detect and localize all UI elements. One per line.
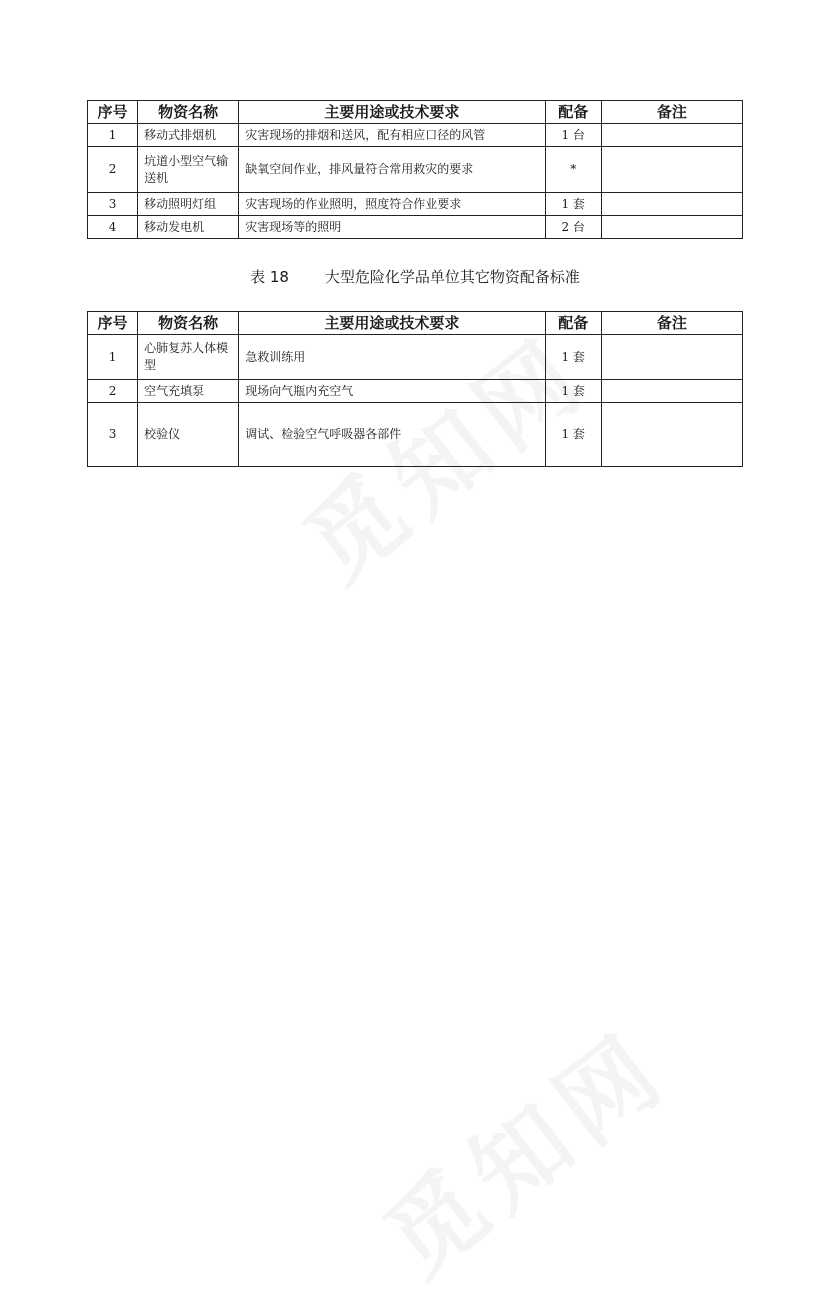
cell-seq: 2	[88, 380, 138, 403]
table-row	[88, 216, 743, 239]
cell-name: 移动发电机	[138, 216, 239, 239]
cell-note	[601, 403, 742, 467]
cell-qty: 1 套	[545, 193, 601, 216]
equipment-table-1	[87, 100, 743, 239]
caption-title: 大型危险化学品单位其它物资配备标准	[324, 268, 580, 286]
table-caption	[0, 266, 830, 287]
cell-name: 移动式排烟机	[138, 124, 239, 147]
cell-qty: 1 套	[545, 335, 601, 380]
table-header-row	[88, 101, 743, 124]
cell-use: 灾害现场的作业照明，照度符合作业要求	[239, 193, 545, 216]
header-seq: 序号	[88, 312, 138, 335]
cell-seq: 1	[88, 335, 138, 380]
cell-seq: 3	[88, 403, 138, 467]
cell-use: 灾害现场的排烟和送风，配有相应口径的风管	[239, 124, 545, 147]
cell-seq: 4	[88, 216, 138, 239]
table-row	[88, 380, 743, 403]
watermark	[352, 995, 692, 1302]
header-qty: 配备	[545, 312, 601, 335]
cell-seq: 2	[88, 147, 138, 193]
table-row	[88, 147, 743, 193]
caption-number: 表 18	[250, 268, 289, 286]
cell-use: 急救训练用	[239, 335, 545, 380]
cell-name: 心肺复苏人体模型	[138, 335, 239, 380]
cell-qty: 1 套	[545, 403, 601, 467]
cell-note	[601, 124, 742, 147]
cell-use: 调试、检验空气呼吸器各部件	[239, 403, 545, 467]
cell-use: 灾害现场等的照明	[239, 216, 545, 239]
table-header-row	[88, 312, 743, 335]
header-seq: 序号	[88, 101, 138, 124]
cell-name: 坑道小型空气输送机	[138, 147, 239, 193]
header-note: 备注	[601, 312, 742, 335]
cell-seq: 1	[88, 124, 138, 147]
header-qty: 配备	[545, 101, 601, 124]
header-note: 备注	[601, 101, 742, 124]
cell-note	[601, 216, 742, 239]
equipment-table-2	[87, 311, 743, 467]
cell-note	[601, 193, 742, 216]
table-row	[88, 335, 743, 380]
header-use: 主要用途或技术要求	[239, 101, 545, 124]
header-name: 物资名称	[138, 312, 239, 335]
table-row	[88, 124, 743, 147]
cell-name: 校验仪	[138, 403, 239, 467]
header-use: 主要用途或技术要求	[239, 312, 545, 335]
cell-use: 现场向气瓶内充空气	[239, 380, 545, 403]
cell-note	[601, 380, 742, 403]
cell-qty: 2 台	[545, 216, 601, 239]
cell-qty: *	[545, 147, 601, 193]
cell-name: 移动照明灯组	[138, 193, 239, 216]
table-row	[88, 193, 743, 216]
cell-seq: 3	[88, 193, 138, 216]
cell-note	[601, 335, 742, 380]
cell-use: 缺氧空间作业，排风量符合常用救灾的要求	[239, 147, 545, 193]
header-name: 物资名称	[138, 101, 239, 124]
cell-name: 空气充填泵	[138, 380, 239, 403]
table-row	[88, 403, 743, 467]
cell-qty: 1 套	[545, 380, 601, 403]
cell-note	[601, 147, 742, 193]
cell-qty: 1 台	[545, 124, 601, 147]
